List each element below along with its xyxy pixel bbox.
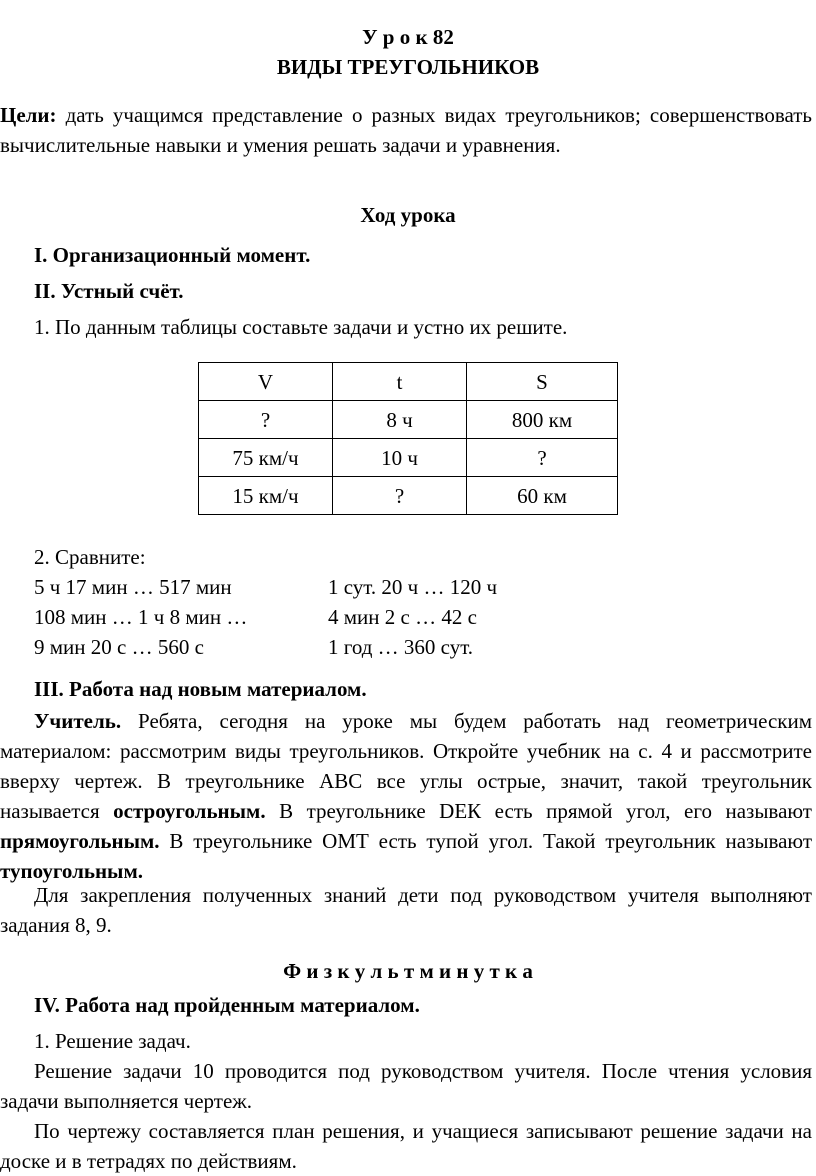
speed-time-distance-table [198,362,618,515]
compare-right-3: 1 год … 360 сут. [328,635,474,659]
table-cell: ? [199,401,333,439]
solving-paragraph-1: Решение задачи 10 проводится под руководством учителя. После чтения условия задачи выполняется чертеж. [0,1059,812,1113]
lesson-number: У р о к 82 [362,25,454,49]
teacher-label: Учитель. [34,709,122,733]
section-oral-count: II. Устный счёт. [34,279,184,303]
goals-paragraph [0,100,812,160]
section-review: IV. Работа над пройденным материалом. [34,993,420,1017]
goals-label: Цели: [0,103,57,127]
table-header-row [199,363,618,401]
table-header-cell: t [333,363,467,401]
table-row [199,439,618,477]
compare-right-2: 4 мин 2 с … 42 с [328,605,477,629]
section-organizational: I. Организационный момент. [34,243,311,267]
table-cell: 800 км [467,401,618,439]
table-cell: 75 км/ч [199,439,333,477]
compare-left-3: 9 мин 20 с … 560 с [34,635,204,659]
teacher-text-1: Ребята, сегодня на уроке мы будем работать над геометрическим материалом: рассмотрим виды треугольников. Откройте учебник на с. 4 и рассмотрите вверху чертеж. В треугольнике АВС все углы острые, значит, такой треугольник называется [0,709,812,823]
table-row [199,477,618,515]
table-cell: 10 ч [333,439,467,477]
compare-left-2: 108 мин … 1 ч 8 мин … [34,605,248,629]
table-cell: 15 км/ч [199,477,333,515]
compare-title: 2. Сравните: [34,545,146,569]
progress-heading: Ход урока [360,203,456,227]
teacher-text-2: В треугольнике DЕК есть прямой угол, его называют [265,799,812,823]
term-acute: остроугольным. [113,799,266,823]
table-cell: ? [467,439,618,477]
teacher-paragraph [0,706,812,886]
table-header-cell: S [467,363,618,401]
compare-left-1: 5 ч 17 мин … 517 мин [34,575,232,599]
table-cell: 60 км [467,477,618,515]
goals-text: дать учащимся представление о разных видах треугольников; совершенствовать вычислительные навыки и умения решать задачи и уравнения. [0,103,812,157]
physminute-heading: Ф и з к у л ь т м и н у т к а [283,959,533,983]
table-cell: 8 ч [333,401,467,439]
section-new-material: III. Работа над новым материалом. [34,677,367,701]
lesson-title: ВИДЫ ТРЕУГОЛЬНИКОВ [276,55,540,79]
table-cell: ? [333,477,467,515]
task-table-instruction: 1. По данным таблицы составьте задачи и устно их решите. [34,315,568,339]
table-row [199,401,618,439]
teacher-text-3: В треугольнике ОМТ есть тупой угол. Такой треугольник называют [159,829,812,853]
term-right: прямоугольным. [0,829,160,853]
consolidation-paragraph: Для закрепления полученных знаний дети под руководством учителя выполняют задания 8, 9. [0,883,812,937]
solving-paragraph-2: По чертежу составляется план решения, и учащиеся записывают решение задачи на доске и в тетрадях по действиям. [0,1119,812,1173]
term-obtuse: тупоугольным. [0,859,144,883]
table-header-cell: V [199,363,333,401]
compare-right-1: 1 сут. 20 ч … 120 ч [328,575,498,599]
task-solving-title: 1. Решение задач. [34,1029,191,1053]
